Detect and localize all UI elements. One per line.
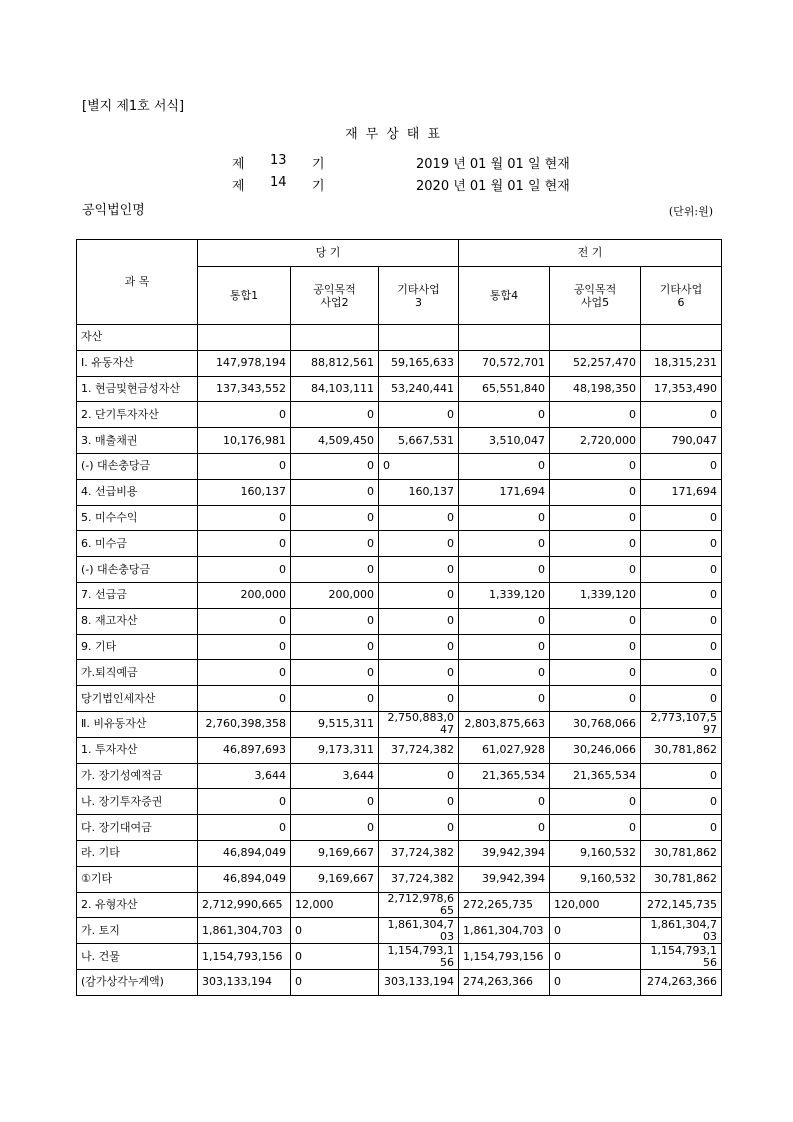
table-cell: 272,145,735: [641, 892, 722, 918]
table-cell: 0: [379, 763, 459, 789]
row-label: 9. 기타: [77, 634, 198, 660]
table-cell: 0: [379, 402, 459, 428]
table-cell: 30,781,862: [641, 840, 722, 866]
table-cell: 17,353,490: [641, 376, 722, 402]
table-cell: 0: [459, 686, 550, 712]
table-cell: 30,768,066: [550, 711, 641, 737]
table-cell: 0: [198, 686, 291, 712]
table-cell: 0: [379, 453, 459, 479]
row-label: 2. 단기투자자산: [77, 402, 198, 428]
table-cell: 3,510,047: [459, 428, 550, 454]
period-je: 제: [232, 179, 245, 194]
row-label: 자산: [77, 325, 198, 351]
table-cell: 9,169,667: [291, 840, 379, 866]
table-cell: 53,240,441: [379, 376, 459, 402]
table-cell: 0: [641, 789, 722, 815]
table-cell: 200,000: [291, 582, 379, 608]
row-label: 1. 현금및현금성자산: [77, 376, 198, 402]
table-cell: 0: [379, 634, 459, 660]
form-label: [별지 제1호 서식]: [82, 99, 185, 114]
table-cell: 9,515,311: [291, 711, 379, 737]
table-cell: 1,154,793,156: [641, 944, 722, 970]
table-cell: 0: [198, 660, 291, 686]
table-cell: 0: [291, 686, 379, 712]
table-row: [77, 531, 722, 557]
table-cell: 790,047: [641, 428, 722, 454]
table-cell: 1,861,304,703: [641, 918, 722, 944]
table-cell: 59,165,633: [379, 350, 459, 376]
table-cell: 0: [379, 660, 459, 686]
table-row: [77, 686, 722, 712]
row-label: 나. 건물: [77, 944, 198, 970]
row-label: 가. 토지: [77, 918, 198, 944]
table-cell: 65,551,840: [459, 376, 550, 402]
table-cell: 30,246,066: [550, 737, 641, 763]
table-cell: 0: [291, 608, 379, 634]
table-cell: 2,803,875,663: [459, 711, 550, 737]
table-cell: 0: [198, 815, 291, 841]
table-row: [77, 789, 722, 815]
table-cell: 48,198,350: [550, 376, 641, 402]
row-label: 다. 장기대여금: [77, 815, 198, 841]
table-row: [77, 866, 722, 892]
table-cell: 0: [641, 763, 722, 789]
table-cell: 0: [379, 557, 459, 583]
table-cell: 37,724,382: [379, 840, 459, 866]
table-cell: 0: [641, 634, 722, 660]
table-cell: 137,343,552: [198, 376, 291, 402]
table-cell: 0: [641, 686, 722, 712]
table-cell: 147,978,194: [198, 350, 291, 376]
table-cell: 0: [459, 557, 550, 583]
row-label: 6. 미수금: [77, 531, 198, 557]
table-row: [77, 376, 722, 402]
table-cell: 9,169,667: [291, 866, 379, 892]
table-row: [77, 711, 722, 737]
table-cell: 0: [459, 815, 550, 841]
column-header: 공익목적 사업2: [291, 267, 379, 325]
table-cell: 0: [291, 634, 379, 660]
table-cell: 274,263,366: [459, 969, 550, 995]
table-cell: 9,173,311: [291, 737, 379, 763]
table-cell: 0: [550, 608, 641, 634]
table-cell: 0: [641, 582, 722, 608]
table-cell: 9,160,532: [550, 840, 641, 866]
table-row: [77, 325, 722, 351]
table-cell: 272,265,735: [459, 892, 550, 918]
table-cell: 37,724,382: [379, 737, 459, 763]
table-row: [77, 428, 722, 454]
table-cell: 0: [379, 531, 459, 557]
table-cell: 2,750,883,047: [379, 711, 459, 737]
table-cell: 2,712,990,665: [198, 892, 291, 918]
table-cell: 0: [550, 634, 641, 660]
table-cell: 18,315,231: [641, 350, 722, 376]
row-label: 1. 투자자산: [77, 737, 198, 763]
table-cell: 0: [291, 531, 379, 557]
document-title: 재무상태표: [345, 127, 448, 142]
table-cell: 0: [641, 402, 722, 428]
balance-sheet-table: [76, 239, 722, 996]
table-cell: 0: [291, 815, 379, 841]
row-label: 나. 장기투자증권: [77, 789, 198, 815]
table-cell: 0: [291, 479, 379, 505]
column-header: 통합4: [459, 267, 550, 325]
table-cell: 2,760,398,358: [198, 711, 291, 737]
table-cell: 0: [291, 969, 379, 995]
row-label: 가. 장기성예적금: [77, 763, 198, 789]
table-row: [77, 505, 722, 531]
table-cell: 12,000: [291, 892, 379, 918]
table-row: [77, 815, 722, 841]
table-cell: 0: [459, 402, 550, 428]
table-cell: 0: [198, 505, 291, 531]
column-header: 공익목적 사업5: [550, 267, 641, 325]
period-number: 14: [270, 175, 287, 190]
row-label: 라. 기타: [77, 840, 198, 866]
table-cell: 0: [550, 815, 641, 841]
table-cell: 0: [291, 944, 379, 970]
row-label: 가.퇴직예금: [77, 660, 198, 686]
table-cell: 303,133,194: [379, 969, 459, 995]
table-row: [77, 582, 722, 608]
table-cell: 0: [291, 505, 379, 531]
table-cell: 0: [379, 608, 459, 634]
table-cell: 0: [379, 505, 459, 531]
table-cell: 2,720,000: [550, 428, 641, 454]
table-cell: [379, 325, 459, 351]
row-label: 4. 선급비용: [77, 479, 198, 505]
table-cell: 0: [459, 634, 550, 660]
period-date: 2020 년 01 월 01 일 현재: [416, 179, 570, 194]
table-cell: 0: [550, 453, 641, 479]
table-row: [77, 660, 722, 686]
row-label: 2. 유형자산: [77, 892, 198, 918]
table-cell: 0: [379, 686, 459, 712]
entity-name-label: 공익법인명: [82, 203, 145, 218]
table-cell: 0: [550, 660, 641, 686]
table-cell: 0: [291, 402, 379, 428]
table-cell: 3,644: [291, 763, 379, 789]
row-label: (-) 대손충당금: [77, 557, 198, 583]
table-cell: 0: [641, 453, 722, 479]
table-row: [77, 634, 722, 660]
table-cell: 1,861,304,703: [459, 918, 550, 944]
table-cell: 0: [550, 557, 641, 583]
table-cell: 0: [641, 557, 722, 583]
table-cell: 0: [198, 453, 291, 479]
table-cell: 0: [550, 531, 641, 557]
table-cell: 0: [550, 505, 641, 531]
table-cell: 120,000: [550, 892, 641, 918]
table-cell: 0: [379, 815, 459, 841]
table-cell: 0: [291, 660, 379, 686]
row-label: Ⅰ. 유동자산: [77, 350, 198, 376]
table-cell: 3,644: [198, 763, 291, 789]
table-cell: 0: [550, 479, 641, 505]
table-cell: 0: [198, 634, 291, 660]
table-row: [77, 969, 722, 995]
table-cell: 46,897,693: [198, 737, 291, 763]
table-cell: 0: [641, 815, 722, 841]
table-cell: 0: [550, 686, 641, 712]
table-cell: 0: [379, 789, 459, 815]
table-cell: 0: [198, 402, 291, 428]
table-cell: [641, 325, 722, 351]
table-cell: 1,339,120: [550, 582, 641, 608]
table-cell: 52,257,470: [550, 350, 641, 376]
table-cell: 0: [641, 660, 722, 686]
table-cell: 0: [550, 969, 641, 995]
column-header: 기타사업 6: [641, 267, 722, 325]
table-cell: 160,137: [379, 479, 459, 505]
row-label: 8. 재고자산: [77, 608, 198, 634]
table-cell: 0: [198, 531, 291, 557]
table-cell: 4,509,450: [291, 428, 379, 454]
table-cell: 30,781,862: [641, 737, 722, 763]
table-row: [77, 944, 722, 970]
table-cell: 0: [550, 918, 641, 944]
table-row: [77, 479, 722, 505]
period-je: 제: [232, 157, 245, 172]
table-cell: 2,712,978,665: [379, 892, 459, 918]
table-cell: 1,339,120: [459, 582, 550, 608]
period-gi: 기: [312, 157, 325, 172]
table-cell: 9,160,532: [550, 866, 641, 892]
column-header: 통합1: [198, 267, 291, 325]
table-cell: [459, 325, 550, 351]
table-cell: 0: [550, 402, 641, 428]
table-row: [77, 608, 722, 634]
table-cell: 171,694: [459, 479, 550, 505]
table-cell: 37,724,382: [379, 866, 459, 892]
table-cell: 303,133,194: [198, 969, 291, 995]
previous-period-header: 전 기: [459, 240, 722, 267]
table-cell: 0: [459, 660, 550, 686]
unit-label: (단위:원): [668, 205, 713, 218]
table-row: [77, 402, 722, 428]
table-cell: 30,781,862: [641, 866, 722, 892]
table-row: [77, 918, 722, 944]
table-cell: 0: [291, 789, 379, 815]
table-cell: 0: [459, 531, 550, 557]
table-cell: 0: [459, 453, 550, 479]
row-label: ①기타: [77, 866, 198, 892]
table-row: [77, 763, 722, 789]
table-cell: 39,942,394: [459, 840, 550, 866]
table-cell: 0: [291, 557, 379, 583]
table-cell: 70,572,701: [459, 350, 550, 376]
table-cell: 0: [379, 582, 459, 608]
table-cell: 0: [459, 789, 550, 815]
table-cell: 200,000: [198, 582, 291, 608]
table-cell: 1,154,793,156: [459, 944, 550, 970]
table-cell: 46,894,049: [198, 840, 291, 866]
table-cell: 0: [641, 505, 722, 531]
table-cell: 0: [641, 608, 722, 634]
table-cell: 274,263,366: [641, 969, 722, 995]
table-cell: 0: [198, 789, 291, 815]
table-cell: 1,154,793,156: [379, 944, 459, 970]
table-cell: 0: [291, 918, 379, 944]
table-cell: 1,154,793,156: [198, 944, 291, 970]
row-label: (-) 대손충당금: [77, 453, 198, 479]
table-cell: 88,812,561: [291, 350, 379, 376]
table-cell: 39,942,394: [459, 866, 550, 892]
table-cell: 1,861,304,703: [198, 918, 291, 944]
table-cell: 1,861,304,703: [379, 918, 459, 944]
table-row: [77, 557, 722, 583]
table-cell: 171,694: [641, 479, 722, 505]
table-row: [77, 737, 722, 763]
period-gi: 기: [312, 179, 325, 194]
period-date: 2019 년 01 월 01 일 현재: [416, 157, 570, 172]
table-cell: 160,137: [198, 479, 291, 505]
table-row: [77, 840, 722, 866]
row-label: 5. 미수수익: [77, 505, 198, 531]
table-cell: 46,894,049: [198, 866, 291, 892]
table-cell: 0: [459, 505, 550, 531]
table-cell: 0: [198, 608, 291, 634]
table-cell: 2,773,107,597: [641, 711, 722, 737]
table-cell: 0: [550, 789, 641, 815]
table-cell: 21,365,534: [550, 763, 641, 789]
subject-header: 과 목: [77, 240, 198, 325]
row-label: 당기법인세자산: [77, 686, 198, 712]
table-cell: 0: [198, 557, 291, 583]
table-cell: 0: [550, 944, 641, 970]
row-label: (감가상각누계액): [77, 969, 198, 995]
period-number: 13: [270, 153, 287, 168]
table-cell: 10,176,981: [198, 428, 291, 454]
table-cell: 0: [641, 531, 722, 557]
current-period-header: 당 기: [198, 240, 459, 267]
table-row: [77, 350, 722, 376]
table-cell: 5,667,531: [379, 428, 459, 454]
table-cell: 0: [291, 453, 379, 479]
table-cell: [198, 325, 291, 351]
table-cell: 61,027,928: [459, 737, 550, 763]
column-header: 기타사업 3: [379, 267, 459, 325]
row-label: 7. 선급금: [77, 582, 198, 608]
table-row: [77, 892, 722, 918]
table-cell: 84,103,111: [291, 376, 379, 402]
row-label: 3. 매출채권: [77, 428, 198, 454]
table-cell: [291, 325, 379, 351]
table-cell: 0: [459, 608, 550, 634]
table-cell: 21,365,534: [459, 763, 550, 789]
row-label: Ⅱ. 비유동자산: [77, 711, 198, 737]
table-row: [77, 453, 722, 479]
table-cell: [550, 325, 641, 351]
